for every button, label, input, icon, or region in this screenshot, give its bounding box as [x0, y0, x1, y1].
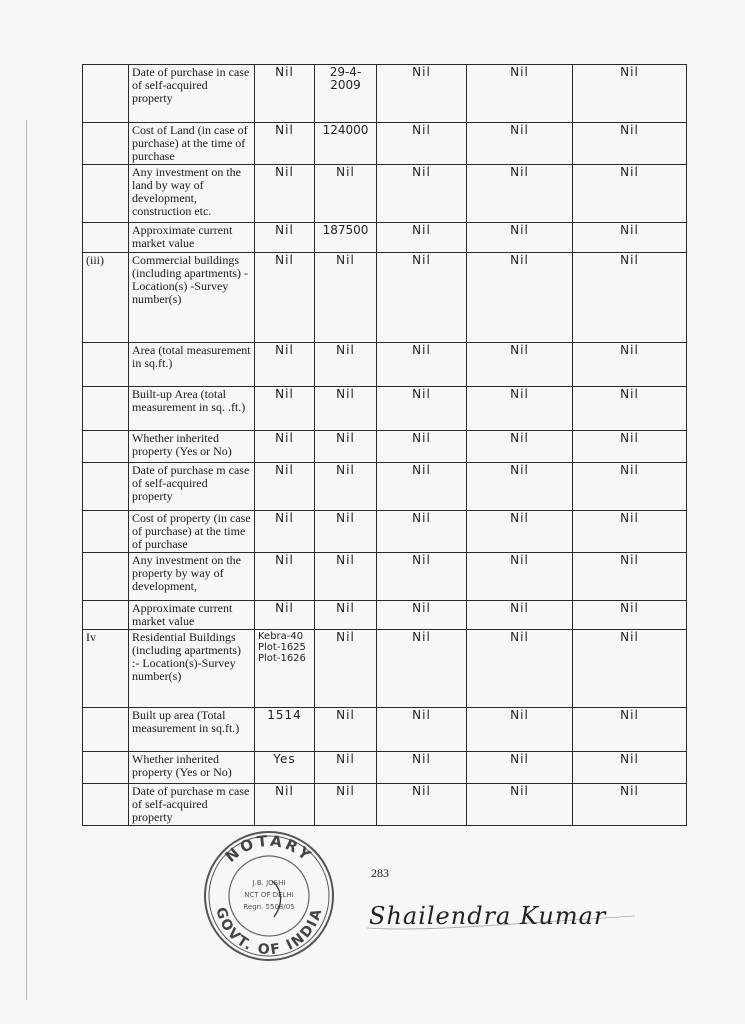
- section-number: [83, 511, 129, 553]
- row-label: Date of purchase in case of self-acquired property: [129, 65, 255, 123]
- value-cell: Nil: [315, 708, 377, 752]
- row-label: Date of purchase m case of self-acquired property: [129, 463, 255, 511]
- table-row: [83, 123, 687, 165]
- table-row: [83, 65, 687, 123]
- page-number: 283: [371, 866, 389, 880]
- value-cell: Nil: [315, 431, 377, 463]
- value-cell: Nil: [573, 253, 687, 343]
- value-cell: Nil: [573, 123, 687, 165]
- value-cell: Nil: [255, 165, 315, 223]
- table-row: [83, 387, 687, 431]
- notary-stamp: [202, 829, 336, 963]
- scan-edge-line: [26, 120, 27, 1000]
- stamp-ring-bottom: GOVT. OF INDIA: [212, 905, 326, 959]
- table-row: [83, 708, 687, 752]
- value-cell: Nil: [377, 65, 467, 123]
- section-number: (iii): [83, 253, 129, 343]
- value-cell: Nil: [315, 343, 377, 387]
- value-cell: Nil: [255, 123, 315, 165]
- value-cell: 29-4-2009: [315, 65, 377, 123]
- value-cell: Nil: [377, 165, 467, 223]
- value-cell: Nil: [255, 343, 315, 387]
- signature-text: Shailendra Kumar: [369, 902, 607, 930]
- value-cell: Kebra-40 Plot-1625 Plot-1626: [255, 630, 315, 708]
- value-cell: Nil: [255, 253, 315, 343]
- assets-table: [82, 64, 687, 826]
- value-cell: Nil: [255, 431, 315, 463]
- table-row: [83, 343, 687, 387]
- value-cell: Nil: [377, 431, 467, 463]
- row-label: Cost of property (in case of purchase) at the time of purchase: [129, 511, 255, 553]
- value-cell: Nil: [573, 752, 687, 784]
- value-cell: Nil: [315, 387, 377, 431]
- value-cell: Yes: [255, 752, 315, 784]
- table-row: [83, 463, 687, 511]
- svg-text:GOVT. OF INDIA: [212, 906, 325, 959]
- value-cell: Nil: [255, 463, 315, 511]
- value-cell: Nil: [467, 752, 573, 784]
- value-cell: 187500: [315, 223, 377, 253]
- value-cell: Nil: [315, 511, 377, 553]
- row-label: Cost of Land (in case of purchase) at the time of purchase: [129, 123, 255, 165]
- value-cell: Nil: [255, 784, 315, 826]
- value-cell: Nil: [573, 223, 687, 253]
- row-label: Built-up Area (total measurement in sq. .ft.): [129, 387, 255, 431]
- table-row: [83, 223, 687, 253]
- value-cell: Nil: [377, 253, 467, 343]
- value-cell: Nil: [467, 343, 573, 387]
- value-cell: Nil: [467, 253, 573, 343]
- value-cell: Nil: [255, 511, 315, 553]
- section-number: [83, 65, 129, 123]
- section-number: [83, 223, 129, 253]
- section-number: [83, 752, 129, 784]
- value-cell: Nil: [377, 387, 467, 431]
- table-row: [83, 431, 687, 463]
- section-number: Iv: [83, 630, 129, 708]
- value-cell: Nil: [573, 431, 687, 463]
- table-row: [83, 752, 687, 784]
- value-cell: Nil: [315, 752, 377, 784]
- table-row: [83, 601, 687, 630]
- value-cell: Nil: [255, 601, 315, 630]
- value-cell: Nil: [377, 601, 467, 630]
- value-cell: Nil: [467, 165, 573, 223]
- row-label: Area (total measurement in sq.ft.): [129, 343, 255, 387]
- stamp-ring-top: NOTARY: [221, 831, 317, 866]
- row-label: Any investment on the property by way of development,: [129, 553, 255, 601]
- value-cell: Nil: [377, 553, 467, 601]
- value-cell: 124000: [315, 123, 377, 165]
- value-cell: Nil: [467, 223, 573, 253]
- row-label: Date of purchase m case of self-acquired property: [129, 784, 255, 826]
- section-number: [83, 463, 129, 511]
- value-cell: Nil: [467, 65, 573, 123]
- table-row: [83, 553, 687, 601]
- row-label: Built up area (Total measurement in sq.ft.): [129, 708, 255, 752]
- value-cell: 1514: [255, 708, 315, 752]
- section-number: [83, 123, 129, 165]
- table-row: [83, 784, 687, 826]
- value-cell: Nil: [315, 601, 377, 630]
- value-cell: Nil: [467, 123, 573, 165]
- value-cell: Nil: [467, 431, 573, 463]
- section-number: [83, 553, 129, 601]
- section-number: [83, 343, 129, 387]
- value-cell: Nil: [377, 511, 467, 553]
- row-label: Residential Buildings (including apartments) :- Location(s)-Survey number(s): [129, 630, 255, 708]
- value-cell: Nil: [255, 65, 315, 123]
- value-cell: Nil: [315, 784, 377, 826]
- value-cell: Nil: [573, 165, 687, 223]
- value-cell: Nil: [573, 463, 687, 511]
- table-row: [83, 630, 687, 708]
- value-cell: Nil: [467, 463, 573, 511]
- stamp-center-line: J.B. JOSHI: [252, 879, 286, 887]
- value-cell: Nil: [573, 387, 687, 431]
- value-cell: Nil: [255, 387, 315, 431]
- value-cell: Nil: [467, 784, 573, 826]
- value-cell: Nil: [377, 630, 467, 708]
- value-cell: Nil: [315, 630, 377, 708]
- row-label: Whether inherited property (Yes or No): [129, 431, 255, 463]
- value-cell: Nil: [377, 223, 467, 253]
- row-label: Approximate current market value: [129, 223, 255, 253]
- table-row: [83, 253, 687, 343]
- value-cell: Nil: [467, 553, 573, 601]
- row-label: Approximate current market value: [129, 601, 255, 630]
- value-cell: Nil: [377, 343, 467, 387]
- value-cell: Nil: [377, 752, 467, 784]
- svg-text:NOTARY: [222, 832, 317, 866]
- section-number: [83, 601, 129, 630]
- section-number: [83, 387, 129, 431]
- signature: [365, 894, 655, 944]
- section-number: [83, 431, 129, 463]
- value-cell: Nil: [467, 601, 573, 630]
- stamp-center-line: Regn. 5508/05: [243, 903, 295, 911]
- value-cell: Nil: [377, 463, 467, 511]
- row-label: Commercial buildings (including apartments) -Location(s) -Survey number(s): [129, 253, 255, 343]
- value-cell: Nil: [573, 343, 687, 387]
- table-row: [83, 511, 687, 553]
- value-cell: Nil: [467, 511, 573, 553]
- value-cell: Nil: [573, 784, 687, 826]
- value-cell: Nil: [377, 784, 467, 826]
- value-cell: Nil: [377, 708, 467, 752]
- value-cell: Nil: [573, 553, 687, 601]
- value-cell: Nil: [573, 65, 687, 123]
- section-number: [83, 784, 129, 826]
- value-cell: Nil: [573, 708, 687, 752]
- value-cell: Nil: [315, 253, 377, 343]
- row-label: Any investment on the land by way of development, construction etc.: [129, 165, 255, 223]
- row-label: Whether inherited property (Yes or No): [129, 752, 255, 784]
- value-cell: Nil: [573, 630, 687, 708]
- value-cell: Nil: [377, 123, 467, 165]
- value-cell: Nil: [255, 553, 315, 601]
- value-cell: Nil: [315, 463, 377, 511]
- value-cell: Nil: [467, 708, 573, 752]
- stamp-center-line: NCT OF DELHI: [244, 891, 294, 899]
- section-number: [83, 165, 129, 223]
- value-cell: Nil: [255, 223, 315, 253]
- value-cell: Nil: [315, 165, 377, 223]
- table-row: [83, 165, 687, 223]
- value-cell: Nil: [315, 553, 377, 601]
- value-cell: Nil: [467, 387, 573, 431]
- value-cell: Nil: [573, 601, 687, 630]
- value-cell: Nil: [573, 511, 687, 553]
- value-cell: Nil: [467, 630, 573, 708]
- section-number: [83, 708, 129, 752]
